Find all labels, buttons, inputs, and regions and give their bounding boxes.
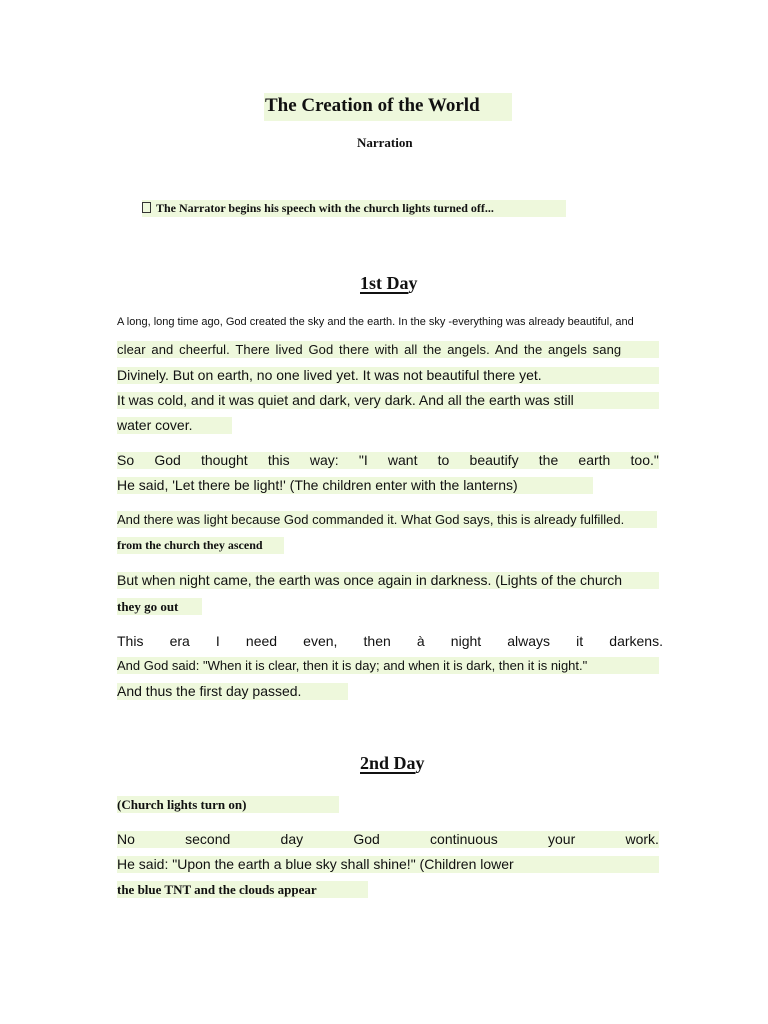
- justified-word: want: [387, 452, 418, 468]
- justified-word: need: [245, 633, 278, 649]
- justified-word: then: [363, 633, 391, 649]
- justified-word: thought: [200, 452, 248, 468]
- justified-word: this: [267, 452, 290, 468]
- day1-line-12: [117, 633, 663, 650]
- justified-word: even,: [303, 633, 338, 649]
- justified-word: continuous: [430, 831, 498, 847]
- justified-word: God: [154, 452, 181, 468]
- justified-word: night: [450, 633, 482, 649]
- justified-word: day: [280, 831, 304, 847]
- day1-line-10: But when night came, the earth was once again in darkness. (Lights of the church: [117, 572, 659, 589]
- day1-line-1: A long, long time ago, God created the sky and the earth. In the sky -everything was already beautiful, and: [117, 316, 634, 328]
- day1-line-7: He said, 'Let there be light!' (The children enter with the lanterns): [117, 477, 593, 494]
- justified-word: your: [548, 831, 576, 847]
- justified-word: No: [117, 831, 135, 847]
- justified-word: God: [353, 831, 380, 847]
- justified-word: beautify: [469, 452, 519, 468]
- day2-heading: 2nd Day: [360, 753, 425, 773]
- day1-line-2: clear and cheerful. There lived God there with all the angels. And the angels sang: [117, 341, 659, 358]
- justified-word: earth: [578, 452, 611, 468]
- day1-line-9: from the church they ascend: [117, 537, 284, 554]
- justified-word: to: [437, 452, 450, 468]
- justified-word: era: [169, 633, 190, 649]
- day1-heading: 1st Day: [360, 273, 418, 293]
- justified-word: second: [185, 831, 231, 847]
- day1-line-4: It was cold, and it was quiet and dark, very dark. And all the earth was still: [117, 392, 659, 409]
- day1-line-8: And there was light because God commanded it. What God says, this is already fulfilled.: [117, 511, 657, 528]
- day1-line-5: water cover.: [117, 417, 232, 434]
- day1-line-14: And thus the first day passed.: [117, 683, 348, 700]
- justified-word: the: [538, 452, 559, 468]
- day1-line-11: they go out: [117, 598, 202, 615]
- day1-line-3: Divinely. But on earth, no one lived yet. It was not beautiful there yet.: [117, 367, 659, 384]
- justified-word: too.": [630, 452, 659, 468]
- justified-word: This: [117, 633, 144, 649]
- justified-word: it: [576, 633, 584, 649]
- justified-word: I: [215, 633, 220, 649]
- document-title: The Creation of the World: [264, 93, 512, 121]
- day1-line-13: And God said: "When it is clear, then it is day; and when it is dark, then it is night.": [117, 657, 659, 674]
- justified-word: So: [117, 452, 135, 468]
- stage-direction-text: The Narrator begins his speech with the church lights turned off...: [156, 201, 494, 215]
- stage-direction: [142, 200, 566, 217]
- day2-line-4: the blue TNT and the clouds appear: [117, 881, 368, 898]
- justified-word: à: [416, 633, 425, 649]
- missing-glyph-box-icon: [142, 202, 151, 213]
- justified-word: work.: [625, 831, 659, 847]
- day2-line-2: [117, 831, 659, 848]
- day2-line-1: (Church lights turn on): [117, 796, 339, 813]
- justified-word: "I: [358, 452, 368, 468]
- day2-line-3: He said: "Upon the earth a blue sky shall shine!" (Children lower: [117, 856, 659, 873]
- justified-word: way:: [309, 452, 339, 468]
- document-subtitle: Narration: [357, 135, 413, 150]
- justified-word: darkens.: [609, 633, 663, 649]
- justified-word: always: [507, 633, 551, 649]
- day1-line-6: [117, 452, 659, 469]
